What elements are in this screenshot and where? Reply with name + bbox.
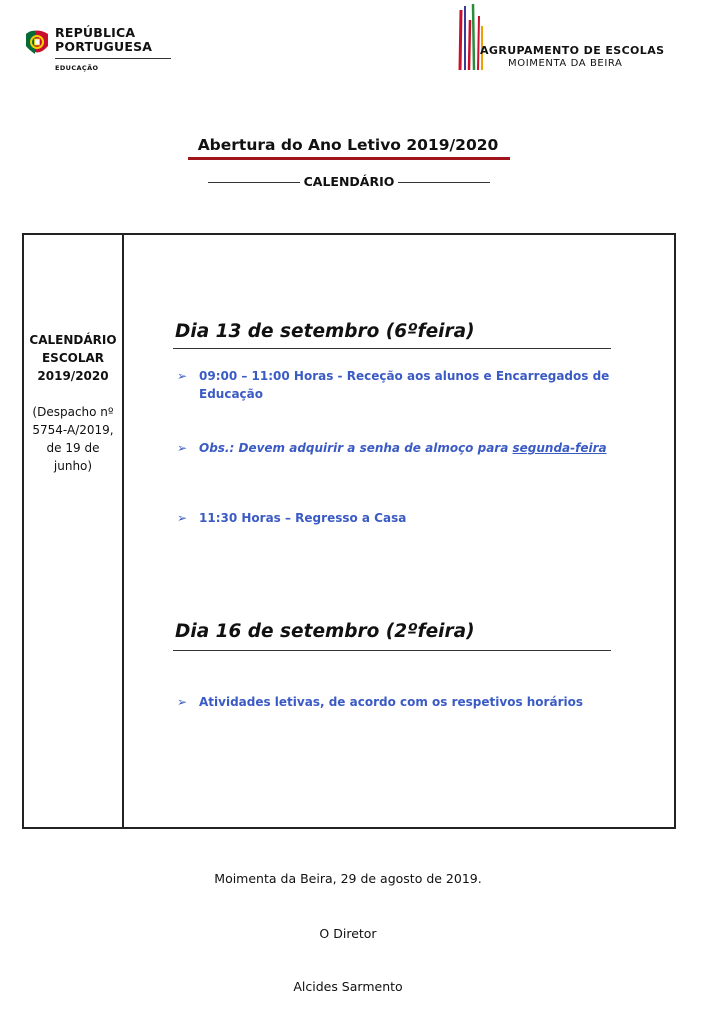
obs-label: Obs.: xyxy=(199,441,235,455)
note-line: 5754-A/2019, xyxy=(32,423,114,437)
arrow-bullet-icon: ➢ xyxy=(177,511,188,525)
subtitle-dash-right xyxy=(398,182,490,183)
day-heading-2: Dia 16 de setembro (2ºfeira) xyxy=(175,621,475,642)
list-item xyxy=(177,693,617,711)
day-heading-1: Dia 13 de setembro (6ºfeira) xyxy=(175,321,475,342)
title-underline xyxy=(188,157,510,160)
page-title: Abertura do Ano Letivo 2019/2020 xyxy=(197,136,499,154)
note-line: junho) xyxy=(53,459,93,473)
note-line: (Despacho nº xyxy=(32,405,114,419)
footer-signature-name: Alcides Sarmento xyxy=(293,979,403,994)
arrow-bullet-icon: ➢ xyxy=(177,369,188,383)
table-column-divider xyxy=(122,233,124,829)
coat-of-arms-icon xyxy=(24,28,50,58)
arrow-bullet-icon: ➢ xyxy=(177,695,188,709)
list-item xyxy=(177,367,617,403)
left-col-line3: 2019/2020 xyxy=(37,369,109,383)
subtitle xyxy=(0,174,698,189)
school-logo xyxy=(452,2,682,72)
obs-text: Devem adquirir a senha de almoço para xyxy=(238,441,509,455)
republica-portuguesa-logo xyxy=(24,26,154,76)
list-item xyxy=(177,439,617,457)
day-heading-rule xyxy=(173,650,611,651)
list-item-text: 11:30 Horas – Regresso a Casa xyxy=(199,511,407,525)
gov-logo-line1: REPÚBLICA xyxy=(55,25,136,40)
gov-logo-line2: PORTUGUESA xyxy=(55,39,153,54)
subtitle-text: CALENDÁRIO xyxy=(303,174,395,189)
footer-role: O Diretor xyxy=(319,926,377,941)
footer-place-date: Moimenta da Beira, 29 de agosto de 2019. xyxy=(214,871,482,886)
day-heading-rule xyxy=(173,348,611,349)
arrow-bullet-icon: ➢ xyxy=(177,441,188,455)
gov-logo-divider xyxy=(55,58,171,59)
left-col-line1: CALENDÁRIO xyxy=(29,333,117,347)
left-col-line2: ESCOLAR xyxy=(41,351,105,365)
school-stripes-icon xyxy=(456,2,486,70)
school-place: MOIMENTA DA BEIRA xyxy=(508,58,623,69)
left-col-note xyxy=(24,403,122,475)
left-column xyxy=(24,331,122,475)
note-line: de 19 de xyxy=(46,441,100,455)
subtitle-dash-left xyxy=(208,182,300,183)
list-item-text: Atividades letivas, de acordo com os respetivos horários xyxy=(199,695,583,709)
list-item xyxy=(177,509,617,527)
list-item-text: 09:00 – 11:00 Horas - Receção aos alunos e Encarregados de Educação xyxy=(199,369,610,401)
school-name: AGRUPAMENTO DE ESCOLAS xyxy=(480,44,665,57)
monday-link[interactable]: segunda-feira xyxy=(512,441,607,455)
gov-logo-sub: EDUCAÇÃO xyxy=(55,64,99,72)
